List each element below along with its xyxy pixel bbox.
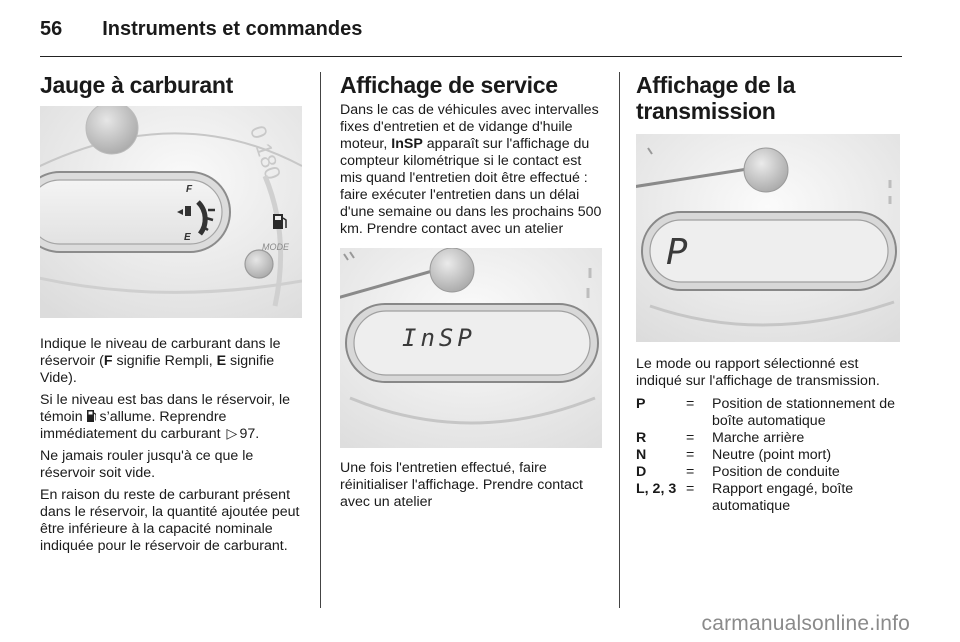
definition-value: Neutre (point mort): [712, 447, 832, 463]
arrow-ref-icon[interactable]: ▷: [226, 426, 238, 442]
header-divider: [40, 56, 902, 57]
fuel-gauge-heading: Jauge à carburant: [40, 72, 234, 98]
transmission-display-section: [636, 72, 902, 515]
transmission-lcd-text: P: [666, 232, 688, 273]
definition-key: R: [636, 430, 647, 446]
definition-eq: =: [686, 430, 695, 446]
definition-row: [636, 447, 902, 464]
definition-row: [636, 464, 902, 481]
transmission-display-illustration: [636, 134, 900, 342]
column-divider: [320, 72, 321, 608]
definition-eq: =: [686, 447, 695, 463]
fuel-paragraph-4: En raison du reste de carburant présent dans le réservoir, la quantité ajoutée peut être inférieure à la capacité nominale indiquée pour le réservoir de carburant.: [40, 487, 300, 554]
definition-eq: =: [686, 396, 695, 412]
definition-value: Rapport engagé, boîte automatique: [712, 481, 854, 514]
gauge-numbers: 0 180: [245, 122, 286, 183]
definition-value: Marche arrière: [712, 430, 805, 446]
definition-value: Position de conduite: [712, 464, 840, 480]
definition-key: N: [636, 447, 647, 463]
service-paragraph-1: Dans le cas de véhicules avec intervalles fixes d'entretien et de vidange d'huile moteur, InSP apparaît sur l'affichage du compteur kilométrique si le contact est mis quand l'entretien doit être effectué : faire exécuter l'entretien dans un délai d'une semaine ou dans les prochains 500 km. Prendre contact avec un atelier: [340, 102, 602, 237]
service-display-illustration: [340, 248, 602, 448]
service-heading: Affichage de service: [340, 72, 558, 98]
definition-row: [636, 396, 902, 430]
fuel-paragraph-1: Indique le niveau de carburant dans le réservoir (F signifie Rempli, E signifie Vide).: [40, 336, 281, 386]
definition-key: P: [636, 396, 646, 412]
service-paragraph-2: Une fois l'entretien effectué, faire réinitialiser l'affichage. Prendre contact avec un atelier: [340, 460, 583, 510]
fuel-warning-icon: [87, 410, 96, 422]
fuel-empty-mark: E: [184, 232, 191, 243]
transmission-heading: Affichage de la transmission: [636, 72, 796, 124]
definition-eq: =: [686, 481, 695, 497]
definition-row: [636, 481, 902, 515]
fuel-gauge-illustration: [40, 106, 302, 318]
service-lcd-text: InSP: [402, 324, 476, 352]
service-display-section: [340, 72, 606, 516]
page-number: 56: [40, 18, 63, 40]
gear-definitions-table: [636, 396, 902, 515]
definition-eq: =: [686, 464, 695, 480]
fuel-paragraph-2: Si le niveau est bas dans le réservoir, le témoin s’allume. Reprendre immédiatement du carburant ▷ 97.: [40, 392, 290, 442]
page-header: [40, 18, 362, 41]
fuel-paragraph-3: Ne jamais rouler jusqu'à ce que le réservoir soit vide.: [40, 448, 254, 481]
section-title: Instruments et commandes: [102, 18, 363, 40]
definition-key: D: [636, 464, 647, 480]
definition-row: [636, 430, 902, 447]
fuel-gauge-section: [40, 72, 308, 560]
mode-button-label: MODE: [262, 242, 289, 252]
fuel-full-mark: F: [186, 184, 193, 195]
definition-value: Position de stationnement de boîte automatique: [712, 396, 895, 429]
definition-key: L, 2, 3: [636, 481, 677, 497]
column-divider: [619, 72, 620, 608]
transmission-intro: Le mode ou rapport sélectionné est indiqué sur l'affichage de transmission.: [636, 356, 880, 389]
watermark: carmanualsonline.info: [701, 612, 910, 635]
